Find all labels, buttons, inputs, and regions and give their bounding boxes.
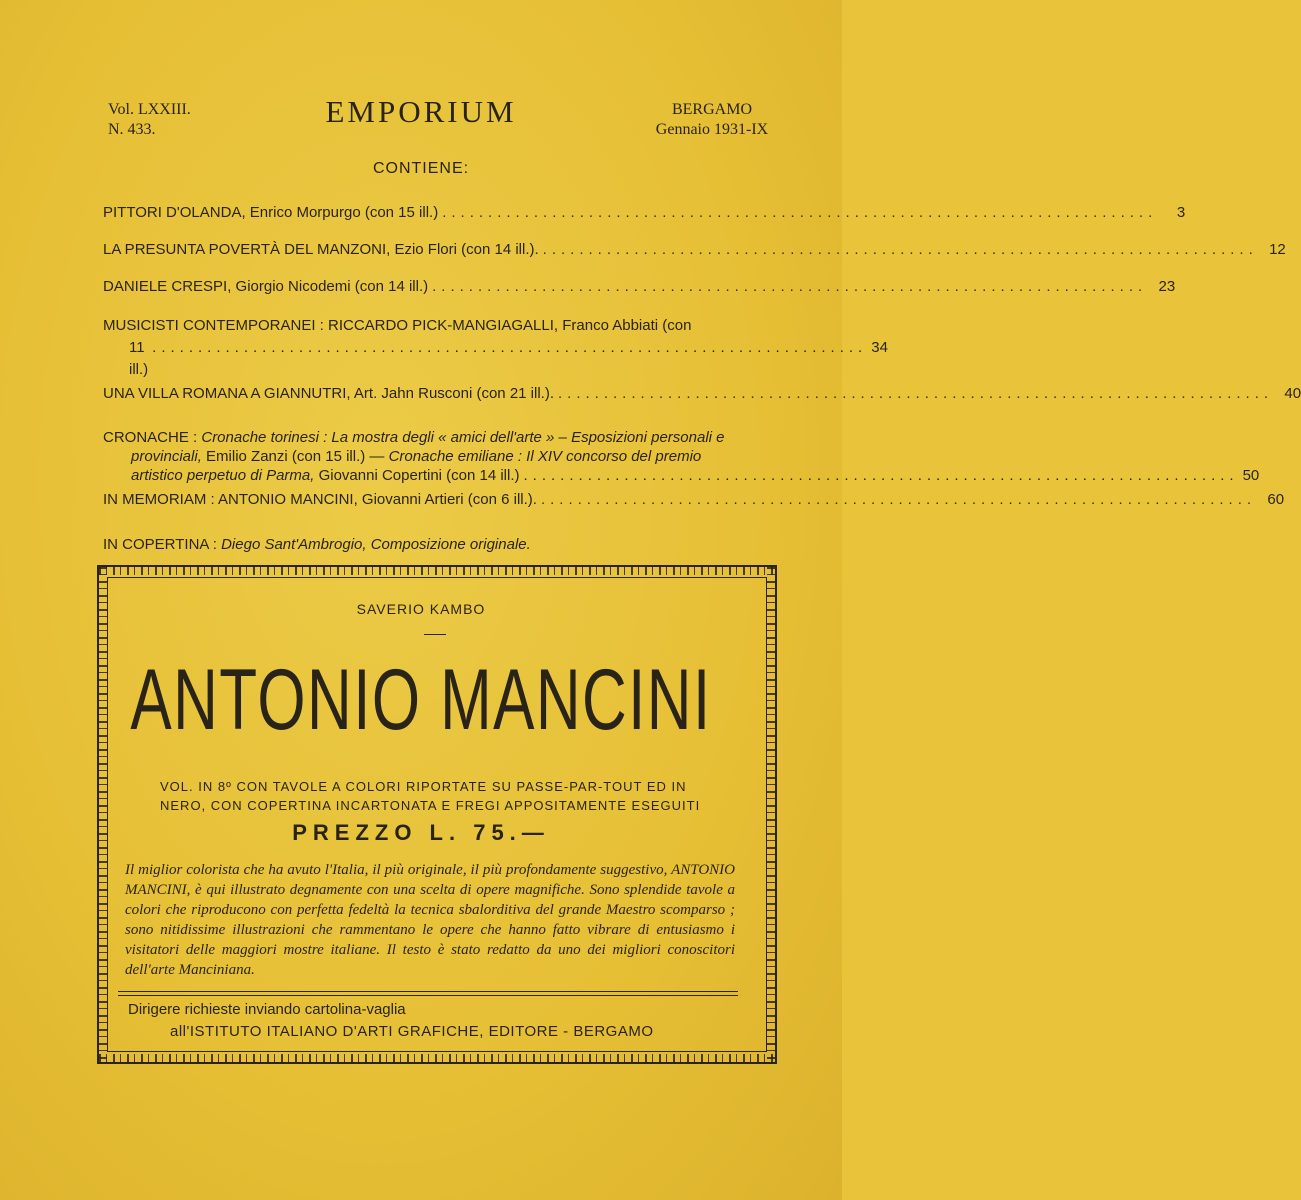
table-of-contents — [103, 204, 1301, 553]
ornamental-border — [767, 567, 775, 1062]
toc-entry-cronache — [103, 428, 1260, 485]
cronache-text: Cronache emiliane : Il XIV concorso del premio — [388, 448, 702, 465]
toc-entry-title-cont: 11 ill.) — [129, 339, 149, 378]
ad-order-line: all'ISTITUTO ITALIANO D'ARTI GRAFICHE, EDITORE - BERGAMO — [170, 1023, 654, 1040]
toc-entry — [103, 278, 1176, 315]
ornamental-border — [99, 567, 775, 575]
toc-entry-page: 34 — [871, 339, 888, 356]
leader-dots: .............................................................................. — [540, 491, 1257, 508]
toc-entry-title: IN MEMORIAM : ANTONIO MANCINI, Giovanni Artieri (con 6 ill.). — [103, 491, 537, 508]
cover-credit-label: IN COPERTINA : — [103, 536, 222, 553]
volume-number: Vol. LXXIII. — [108, 101, 191, 118]
ad-order-info — [128, 999, 728, 1043]
toc-entry-page: 60 — [1267, 491, 1285, 508]
leader-dots: .............................................................................. — [542, 241, 1258, 258]
toc-entry-title: DANIELE CRESPI, Giorgio Nicodemi (con 14 ill.) — [103, 278, 429, 295]
leader-dots: .............................................................................. — [442, 204, 1158, 221]
toc-entry-page: 40 — [1284, 385, 1301, 402]
leader-dots: .............................................................................. — [558, 385, 1274, 402]
publication-city: BERGAMO — [671, 101, 752, 118]
toc-entry — [103, 204, 1186, 241]
ad-price: PREZZO L. 75.— — [292, 820, 550, 845]
leader-dots: .............................................................................. — [152, 339, 868, 356]
toc-entry — [103, 385, 1301, 422]
issue-number: N. 433. — [108, 121, 156, 138]
toc-entry-page: 12 — [1269, 241, 1286, 258]
magazine-title: EMPORIUM — [325, 94, 517, 129]
toc-entry-page: 23 — [1158, 278, 1176, 295]
divider — [118, 991, 738, 996]
toc-entry — [103, 491, 1285, 528]
cronache-text: Giovanni Copertini (con 14 ill.) — [314, 467, 520, 484]
divider — [424, 634, 446, 635]
publication-date: Gennaio 1931-IX — [655, 121, 769, 138]
cronache-text: Cronache torinesi : La mostra degli « amici dell'arte » – Esposizioni personali e — [201, 429, 725, 446]
ad-description-line: NERO, CON COPERTINA INCARTONATA E FREGI APPOSITAMENTE ESEGUITI — [160, 798, 701, 813]
leader-dots: .............................................................................. — [432, 278, 1148, 295]
ad-order-line: Dirigere richieste inviando cartolina-vaglia — [128, 1001, 406, 1018]
cronache-text: Emilio Zanzi (con 15 ill.) — — [201, 448, 389, 465]
cronache-label: CRONACHE : — [103, 429, 198, 446]
publication-info — [640, 100, 784, 140]
toc-entry — [103, 315, 888, 381]
leader-dots: .............................................................................. — [523, 467, 1239, 484]
ad-title: ANTONIO MANCINI — [130, 652, 712, 748]
ad-body-text: Il miglior colorista che ha avuto l'Italia, il più originale, il più profondamente suggestivo, ANTONIO MANCINI, è qui illustrato degnamente con una scelta di opere magnifiche. Sono splendide tavole a colori che riproducono con perfetta fedeltà la tecnica sbalorditiva del grande Maestro scomparso ; sono nitidissime illustrazioni che rammentano le opere che hanno fatto vibrare di entusiasmo i visitatori delle maggiori mostre italiane. Il testo è stato redatto da uno dei migliori conoscitori dell'arte Manciniana. — [125, 862, 735, 978]
toc-entry-title: LA PRESUNTA POVERTÀ DEL MANZONI, Ezio Flori (con 14 ill.). — [103, 241, 539, 258]
toc-entry — [103, 241, 1286, 278]
cronache-text: provinciali, — [131, 448, 202, 465]
cronache-text: artistico perpetuo di Parma, — [131, 467, 315, 484]
toc-entry-page: 50 — [1242, 467, 1260, 484]
toc-entry-page: 3 — [1176, 204, 1186, 221]
toc-entry-title: MUSICISTI CONTEMPORANEI : RICCARDO PICK-MANGIAGALLI, Franco Abbiati (con — [103, 317, 692, 334]
ad-description — [160, 777, 720, 815]
contents-heading: CONTIENE: — [372, 160, 470, 177]
toc-entry-title: UNA VILLA ROMANA A GIANNUTRI, Art. Jahn Rusconi (con 21 ill.). — [103, 385, 554, 402]
cover-credit-text: Diego Sant'Ambrogio, Composizione originale. — [221, 536, 531, 553]
ad-description-line: VOL. IN 8º CON TAVOLE A COLORI RIPORTATE SU PASSE-PAR-TOUT ED IN — [160, 779, 687, 794]
cover-credit — [103, 536, 775, 553]
ornamental-border — [99, 1054, 775, 1062]
ornamental-border — [99, 567, 107, 1062]
toc-entry-title: PITTORI D'OLANDA, Enrico Morpurgo (con 15 ill.) — [103, 204, 439, 221]
ad-author: SAVERIO KAMBO — [356, 601, 486, 617]
